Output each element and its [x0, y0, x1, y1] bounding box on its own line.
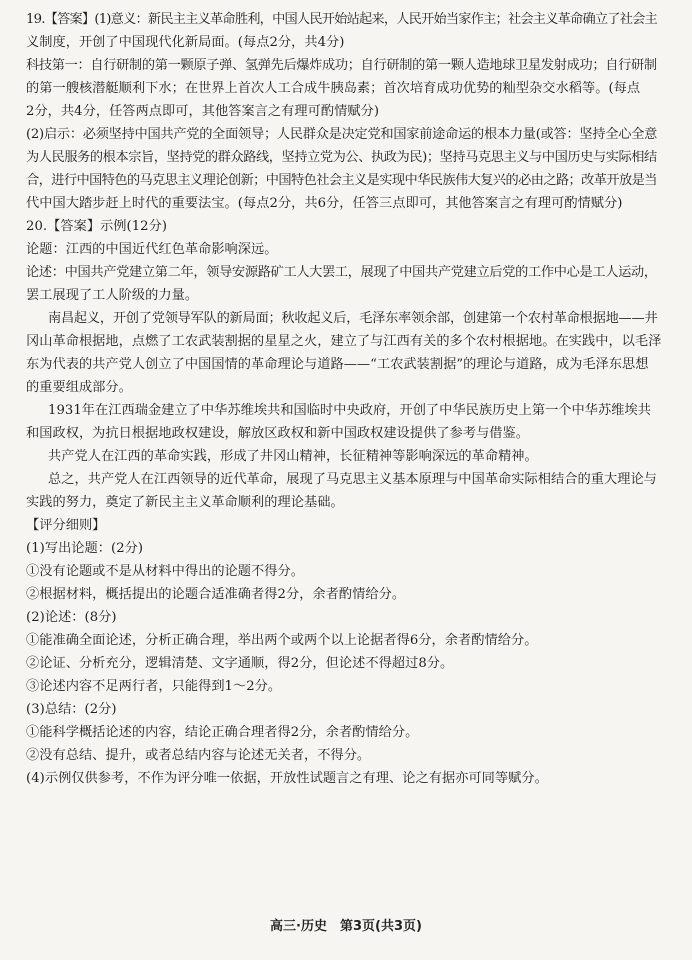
text-line: 科技第一：自行研制的第一颗原子弹、氢弹先后爆炸成功；自行研制的第一颗人造地球卫星发射成功；自行研制: [26, 58, 657, 73]
text-line: ②没有总结、提升，或者总结内容与论述无关者，不得分。: [26, 748, 371, 763]
text-line: 论题：江西的中国近代红色革命影响深远。: [26, 242, 278, 257]
text-line: 2分，共4分，任答两点即可，其他答案言之有理可酌情赋分): [26, 104, 380, 119]
text-line: 19.【答案】(1)意义：新民主主义革命胜利，中国人民开始站起来，人民开始当家作主；社会主义革命确立了社会主: [26, 12, 657, 27]
text-line: 共产党人在江西的革命实践，形成了井冈山精神，长征精神等影响深远的革命精神。: [48, 449, 538, 464]
text-line: ②论证、分析充分，逻辑清楚、文字通顺，得2分，但论述不得超过8分。: [26, 656, 454, 671]
text-line: 罢工展现了工人阶级的力量。: [26, 288, 199, 303]
text-line: (1)写出论题：(2分): [26, 541, 144, 556]
text-line: 合，进行中国特色的马克思主义理论创新；中国特色社会主义是实现中华民族伟大复兴的必由之路；改革开放是当: [26, 173, 657, 188]
text-line: 为人民服务的根本宗旨，坚持党的群众路线，坚持立党为公、执政为民)；坚持马克思主义与中国历史与实际相结: [26, 150, 657, 165]
text-line: 20.【答案】示例(12分): [26, 219, 168, 234]
question-20-answer: [26, 215, 662, 790]
text-line: (2)论述：(8分): [26, 610, 117, 625]
text-line: 1931年在江西瑞金建立了中华苏维埃共和国临时中央政府，开创了中华民族历史上第一个中华苏维埃共: [48, 403, 651, 418]
text-line: 义制度，开创了中国现代化新局面。(每点2分，共4分): [26, 35, 345, 50]
question-19-answer: [26, 8, 662, 215]
text-line: 的第一艘核潜艇顺利下水；在世界上首次人工合成牛胰岛素；首次培育成功优势的籼型杂交水稻等。(每点: [26, 81, 641, 96]
page-footer: 高三·历史 第3页(共3页): [270, 919, 422, 934]
text-line: ①能科学概括论述的内容，结论正确合理者得2分，余者酌情给分。: [26, 725, 419, 740]
text-line: ①没有论题或不是从材料中得出的论题不得分。: [26, 564, 304, 579]
text-line: ③论述内容不足两行者，只能得到1～2分。: [26, 679, 282, 694]
text-line: (2)启示：必须坚持中国共产党的全面领导；人民群众是决定党和国家前途命运的根本力量(或答：坚持全心全意: [26, 127, 658, 142]
text-line: 南昌起义，开创了党领导军队的新局面；秋收起义后，毛泽东率领余部，创建第一个农村革命根据地——井: [48, 311, 658, 326]
text-line: ②根据材料，概括提出的论题合适准确者得2分，余者酌情给分。: [26, 587, 406, 602]
text-line: 和国政权，为抗日根据地政权建设，解放区政权和新中国政权建设提供了参考与借鉴。: [26, 426, 530, 441]
scoring-rules-heading: 【评分细则】: [26, 518, 106, 533]
text-line: 冈山革命根据地，点燃了工农武装割据的星星之火，建立了与江西有关的多个农村根据地。在实践中，以毛泽: [26, 334, 662, 349]
text-line: 总之，共产党人在江西领导的近代革命，展现了马克思主义基本原理与中国革命实际相结合的重大理论与: [48, 472, 657, 487]
text-line: (3)总结：(2分): [26, 702, 117, 717]
text-line: 代中国大踏步赶上时代的重要法宝。(每点2分，共6分，任答三点即可，其他答案言之有理可酌情赋分): [26, 196, 623, 211]
text-line: 实践的努力，奠定了新民主主义革命顺利的理论基础。: [26, 495, 344, 510]
text-line: 论述：中国共产党建立第二年，领导安源路矿工人大罢工，展现了中国共产党建立后党的工作中心是工人运动，: [26, 265, 657, 280]
text-line: 东为代表的共产党人创立了中国国情的革命理论与道路——“工农武装割据”的理论与道路，成为毛泽东思想: [26, 357, 649, 372]
text-line: (4)示例仅供参考，不作为评分唯一依据，开放性试题言之有理、论之有据亦可同等赋分。: [26, 771, 548, 786]
text-line: 的重要组成部分。: [26, 380, 132, 395]
text-line: ①能准确全面论述，分析正确合理，举出两个或两个以上论据者得6分，余者酌情给分。: [26, 633, 538, 648]
